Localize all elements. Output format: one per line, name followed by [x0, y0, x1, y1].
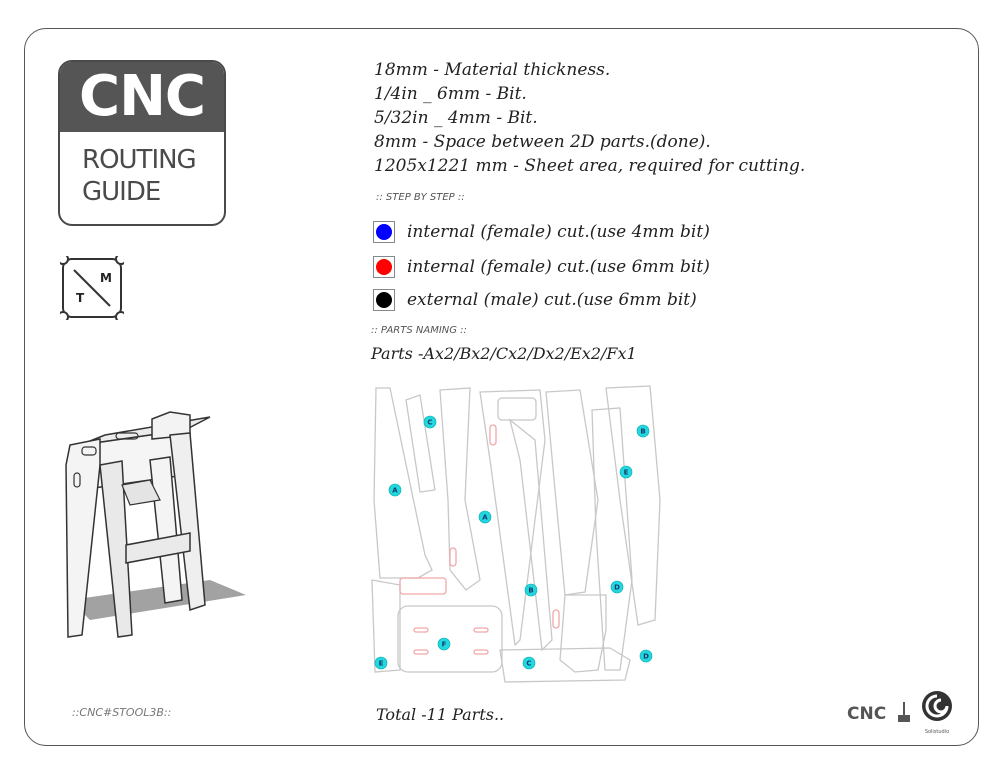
parts-heading: :: PARTS NAMING ::	[371, 325, 467, 336]
tm-badge-icon	[60, 256, 124, 320]
spec-bit-6mm: 1/4in _ 6mm - Bit.	[374, 84, 527, 104]
logo-subtitle	[60, 132, 224, 208]
part-label: A	[482, 513, 488, 522]
cnc-brand-text: CNC	[847, 704, 887, 724]
total-parts: Total -11 Parts..	[376, 705, 505, 724]
brand-logos	[845, 688, 960, 736]
black-dot-icon	[373, 289, 395, 311]
step-heading: :: STEP BY STEP ::	[376, 192, 465, 203]
parts-list: Parts -Ax2/Bx2/Cx2/Dx2/Ex2/Fx1	[371, 344, 637, 363]
part-label: E	[623, 468, 629, 477]
tool-icon	[899, 702, 909, 721]
spec-sheet-area: 1205x1221 mm - Sheet area, required for cutting.	[374, 156, 806, 176]
logo-line-1: ROUTING	[82, 145, 196, 175]
spec-thickness: 18mm - Material thickness.	[374, 60, 611, 80]
part-label: C	[427, 418, 433, 427]
part-label: D	[614, 583, 620, 592]
part-label: B	[528, 586, 534, 595]
part-label: E	[378, 659, 384, 668]
part-label: A	[392, 486, 398, 495]
part-label: F	[441, 640, 447, 649]
cut-layout-diagram	[370, 380, 670, 690]
legend-label: external (male) cut.(use 6mm bit)	[407, 290, 697, 310]
tm-letter-m: M	[100, 271, 112, 285]
legend-item-black	[373, 288, 697, 312]
spec-bit-4mm: 5/32in _ 4mm - Bit.	[374, 108, 538, 128]
logo-title: CNC	[60, 62, 224, 132]
part-label: B	[640, 427, 646, 436]
blue-dot-icon	[373, 221, 395, 243]
red-dot-icon	[373, 256, 395, 278]
legend-label: internal (female) cut.(use 4mm bit)	[407, 222, 710, 242]
legend-item-red	[373, 255, 710, 279]
solistudio-swirl-icon	[922, 691, 952, 721]
part-label: C	[526, 659, 532, 668]
cnc-routing-guide-logo	[58, 60, 226, 226]
tm-letter-t: T	[76, 291, 85, 305]
product-code: ::CNC#STOOL3B::	[72, 706, 172, 719]
spec-spacing: 8mm - Space between 2D parts.(done).	[374, 132, 711, 152]
solistudio-text: Solistudio	[924, 729, 950, 735]
part-label: D	[643, 652, 649, 661]
legend-label: internal (female) cut.(use 6mm bit)	[407, 257, 710, 277]
legend-item-blue	[373, 220, 710, 244]
logo-line-2: GUIDE	[82, 177, 161, 207]
stool-illustration	[60, 405, 255, 645]
